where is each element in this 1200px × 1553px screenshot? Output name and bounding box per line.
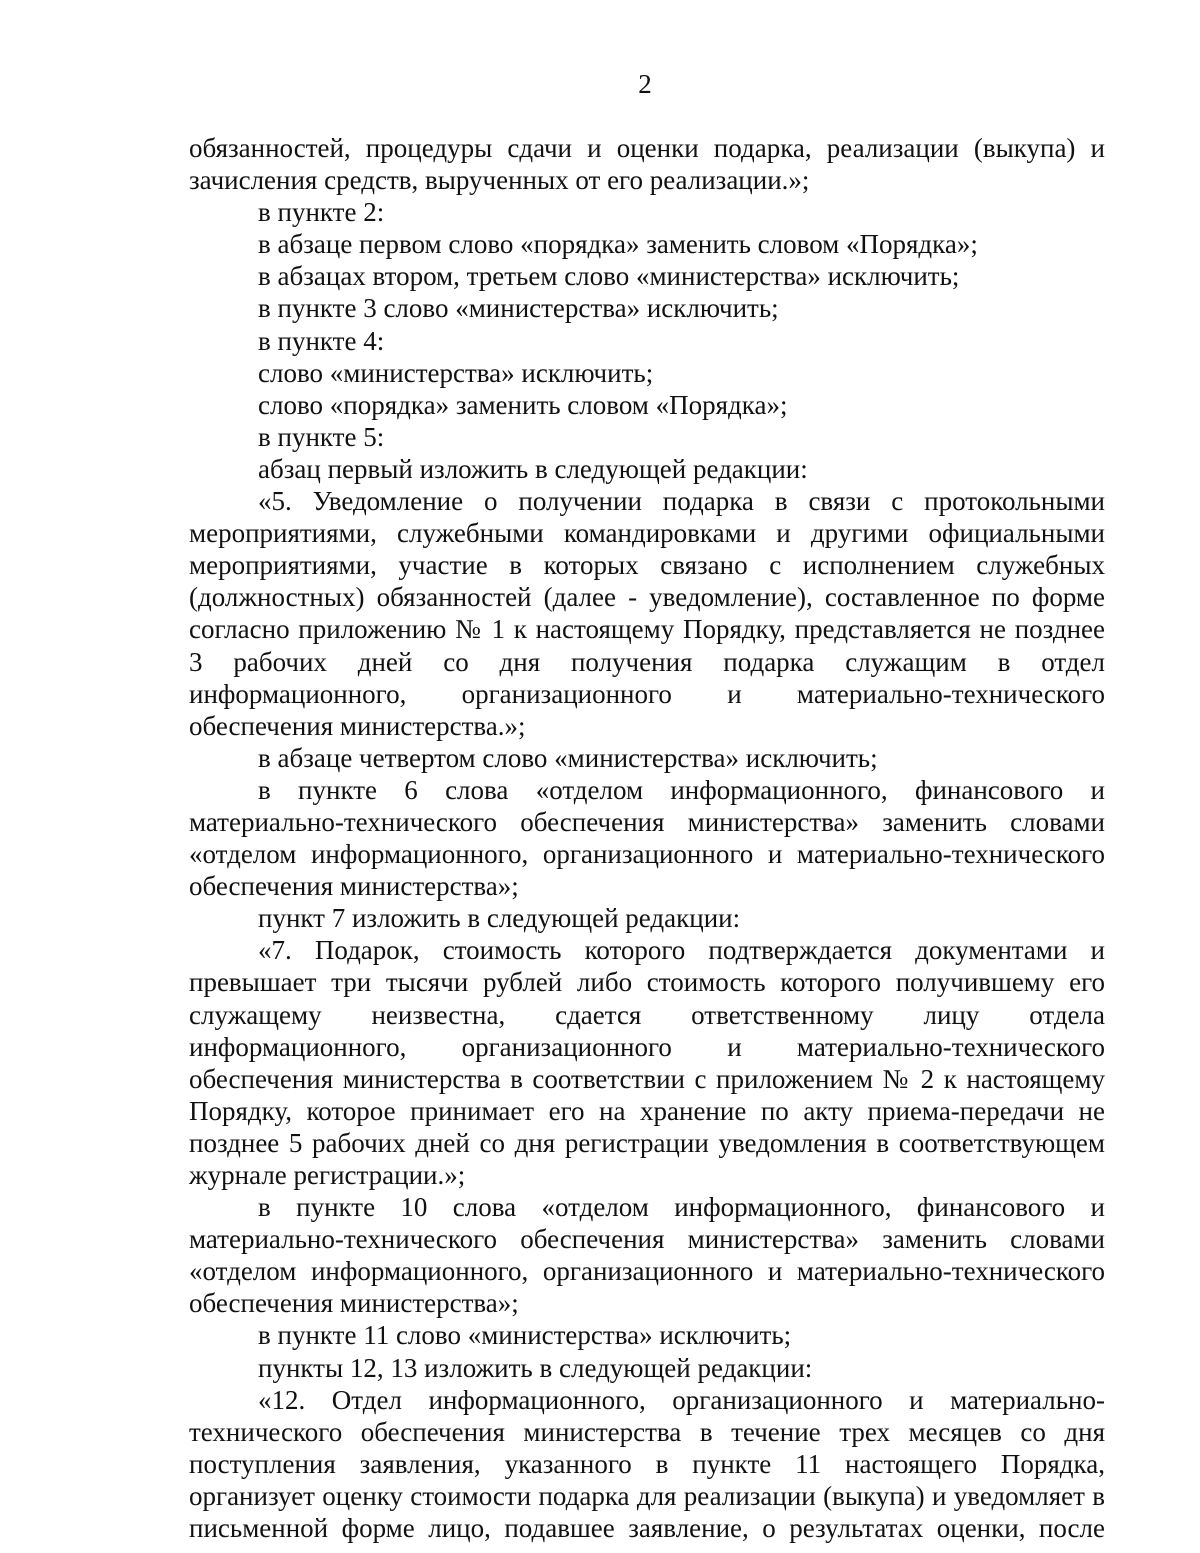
- paragraph: в пункте 4:: [258, 325, 385, 356]
- document-body: [189, 132, 1105, 1544]
- paragraph: в пункте 2:: [258, 197, 385, 228]
- quoted-paragraph: «12. Отдел информационного, организационного и материально-технического обеспечения министерства в течение трех месяцев со дня поступления заявления, указанного в пункте 11 настоящего Порядка, организует оценку стоимости подарка для реализации (выкупа) и уведомляет в письменной форме лицо, подавшее заявление, о результатах оценки, после: [189, 1384, 1105, 1544]
- paragraph: пункт 7 изложить в следующей редакции:: [258, 903, 741, 934]
- paragraph: абзац первый изложить в следующей редакции:: [258, 453, 808, 484]
- paragraph: пункты 12, 13 изложить в следующей редакции:: [258, 1352, 813, 1383]
- paragraph: в абзаце первом слово «порядка» заменить словом «Порядка»;: [258, 229, 978, 260]
- paragraph: слово «министерства» исключить;: [258, 357, 654, 388]
- quoted-paragraph: «5. Уведомление о получении подарка в связи с протокольными мероприятиями, служебными командировками и другими официальными мероприятиями, участие в которых связано с исполнением служебных (должностных) обязанностей (далее - уведомление), составленное по форме согласно приложению № 1 к настоящему Порядку, представляется не позднее 3 рабочих дней со дня получения подарка служащим в отдел информационного, организационного и материально-технического обеспечения министерства.»;: [189, 486, 1105, 741]
- paragraph: в пункте 10 слова «отделом информационного, финансового и материально-технического обеспечения министерства» заменить словами «отделом информационного, организационного и материально-технического обеспечения министерства»;: [189, 1192, 1105, 1319]
- paragraph: в пункте 5:: [258, 421, 385, 452]
- paragraph: в пункте 6 слова «отделом информационного, финансового и материально-технического обеспечения министерства» заменить словами «отделом информационного, организационного и материально-технического обеспечения министерства»;: [189, 774, 1105, 902]
- paragraph: в пункте 3 слово «министерства» исключить;: [258, 293, 779, 324]
- quoted-paragraph: «7. Подарок, стоимость которого подтверждается документами и превышает три тысячи рублей либо стоимость которого получившему его служащему неизвестна, сдается ответственному лицу отдела информационного, организационного и материально-технического обеспечения министерства в соответствии с приложением № 2 к настоящему Порядку, которое принимает его на хранение по акту приема-передачи не позднее 5 рабочих дней со дня регистрации уведомления в соответствующем журнале регистрации.»;: [189, 935, 1105, 1190]
- paragraph: в абзаце четвертом слово «министерства» исключить;: [258, 742, 878, 773]
- paragraph: в абзацах втором, третьем слово «министерства» исключить;: [258, 261, 960, 292]
- paragraph-continuation: обязанностей, процедуры сдачи и оценки подарка, реализации (выкупа) и зачисления средств, вырученных от его реализации.»;: [189, 133, 1105, 196]
- paragraph: слово «порядка» заменить словом «Порядка»;: [258, 389, 788, 420]
- paragraph: в пункте 11 слово «министерства» исключить;: [258, 1320, 792, 1351]
- page-number: 2: [638, 69, 652, 99]
